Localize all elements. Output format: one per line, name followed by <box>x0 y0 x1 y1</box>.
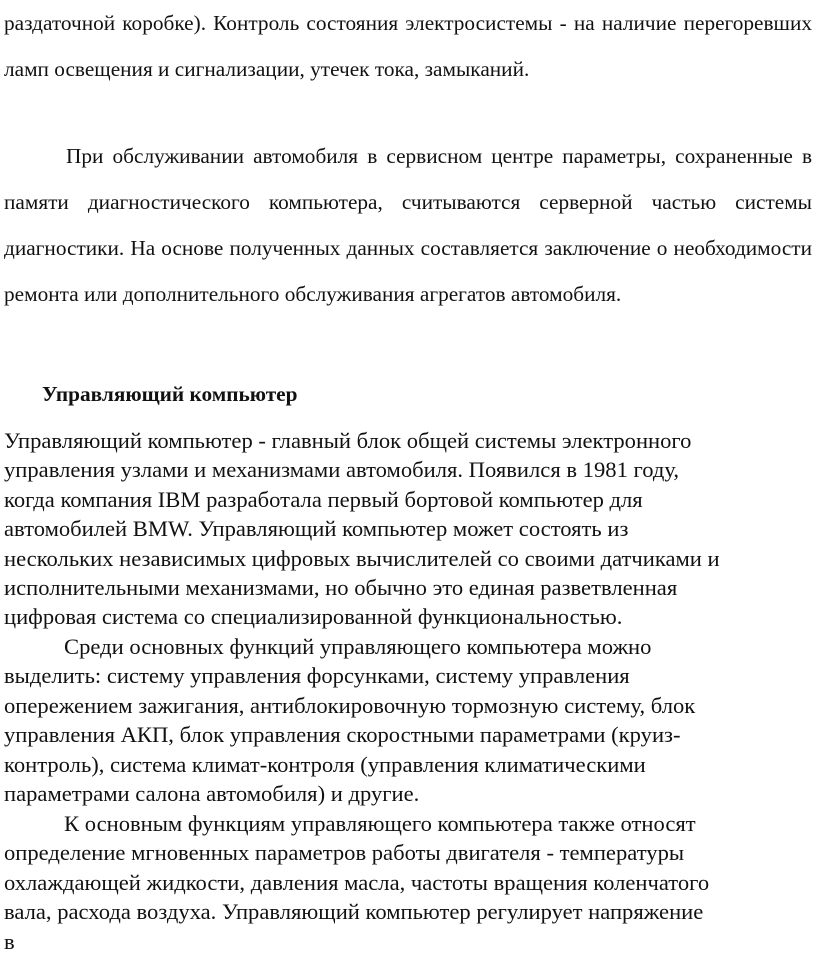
text-line: определение мгновенных параметров работы двигателя - температуры <box>4 840 685 866</box>
paragraph-control-computer-intro <box>4 426 788 632</box>
text-line: К основным функциям управляющего компьютера также относят <box>64 811 696 836</box>
text-line: вала, расхода воздуха. Управляющий компьютер регулирует напряжение <box>4 899 704 925</box>
paragraph-engine-parameters <box>4 809 788 956</box>
paragraph-main-functions <box>4 632 788 808</box>
section-heading: Управляющий компьютер <box>42 382 298 406</box>
paragraph-electrical-check: раздаточной коробке). Контроль состояния электросистемы - на наличие перегоревших ламп освещения и сигнализации, утечек тока, замыканий. <box>4 11 812 81</box>
text-line: исполнительными механизмами, но обычно это единая разветвленная <box>4 575 678 601</box>
text-line: опережением зажигания, антиблокировочную тормозную систему, блок <box>4 692 696 718</box>
text-line: Среди основных функций управляющего компьютера можно <box>64 634 652 659</box>
text-line: Управляющий компьютер - главный блок общей системы электронного <box>4 428 692 453</box>
text-line: охлаждающей жидкости, давления масла, частоты вращения коленчатого <box>4 869 710 895</box>
text-line: управления АКП, блок управления скоростными параметрами (круиз- <box>4 722 681 748</box>
paragraph-service-diagnostics: При обслуживании автомобиля в сервисном центре параметры, сохраненные в памяти диагностического компьютера, считываются серверной частью системы диагностики. На основе полученных данных составляется заключение о необходимости ремонта или дополнительного обслуживания агрегатов автомобиля. <box>4 144 812 306</box>
text-line: автомобилей BMW. Управляющий компьютер может состоять из <box>4 516 629 542</box>
text-line: параметрами салона автомобиля) и другие. <box>4 781 420 807</box>
text-line: цифровая система со специализированной функциональностью. <box>4 604 623 630</box>
text-line: нескольких независимых цифровых вычислителей со своими датчиками и <box>4 545 720 571</box>
text-line: в <box>4 928 15 954</box>
text-line: управления узлами и механизмами автомобиля. Появился в 1981 году, <box>4 457 680 483</box>
text-line: когда компания IBM разработала первый бортовой компьютер для <box>4 486 643 512</box>
text-line: контроль), система климат-контроля (управления климатическими <box>4 751 646 777</box>
text-line: выделить: систему управления форсунками, систему управления <box>4 663 630 689</box>
